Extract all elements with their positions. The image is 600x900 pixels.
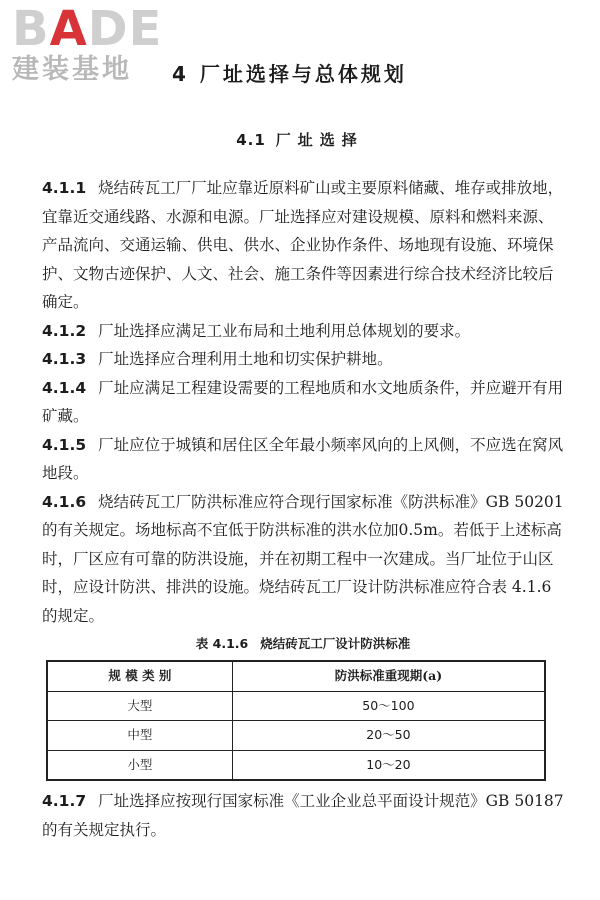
table-caption <box>42 632 564 656</box>
clause-4-1-7 <box>42 787 564 844</box>
table-cell: 50～100 <box>232 691 545 721</box>
table-header-cell: 规 模 类 别 <box>47 661 232 691</box>
table-header-cell: 防洪标准重现期(a) <box>232 661 545 691</box>
section-title: 厂址选择 <box>275 131 364 149</box>
clause-text: 厂址选择应满足工业布局和土地利用总体规划的要求。 <box>98 321 471 340</box>
clause-number: 4.1.3 <box>42 350 87 368</box>
table-number: 表 4.1.6 <box>195 636 249 651</box>
chapter-heading <box>172 60 407 88</box>
clause-4-1-5 <box>42 431 564 488</box>
table-cell: 10～20 <box>232 750 545 780</box>
brand-logo <box>12 1 187 94</box>
table-cell: 小型 <box>47 750 232 780</box>
clause-text: 烧结砖瓦工厂厂址应靠近原料矿山或主要原料储藏、堆存或排放地，宜靠近交通线路、水源和电源。厂址选择应对建设规模、原料和燃料来源、产品流向、交通运输、供电、供水、企业协作条件、场地现有设施、环境保护、文物古迹保护、人文、社会、施工条件等因素进行综合技术经济比较后确定。 <box>42 179 564 311</box>
logo-latin-text: BADE <box>12 1 163 57</box>
chapter-title: 厂址选择与总体规划 <box>199 62 407 86</box>
section-number: 4.1 <box>236 131 266 149</box>
table-row <box>47 721 545 751</box>
clause-number: 4.1.4 <box>42 378 87 397</box>
clause-number: 4.1.7 <box>42 792 87 810</box>
logo-chinese-text: 建装基地 <box>12 54 132 85</box>
table-cell: 大型 <box>47 691 232 721</box>
document-body <box>42 174 564 844</box>
clause-4-1-2 <box>42 317 564 346</box>
clause-4-1-3 <box>42 345 564 374</box>
table-row <box>47 750 545 780</box>
clause-text: 烧结砖瓦工厂防洪标准应符合现行国家标准《防洪标准》GB 50201 的有关规定。场地标高不宜低于防洪标准的洪水位加0.5m。若低于上述标高时，厂区应有可靠的防洪设施，并在初期工程中一次建成。当厂址位于山区时，应设计防洪、排洪的设施。烧结砖瓦工厂设计防洪标准应符合表 4.1.6 的规定。 <box>42 492 564 625</box>
clause-number: 4.1.1 <box>42 179 87 197</box>
clause-text: 厂址选择应合理利用土地和切实保护耕地。 <box>98 350 393 368</box>
flood-standard-table <box>46 660 546 781</box>
section-heading <box>0 128 600 152</box>
chapter-number: 4 <box>172 62 186 86</box>
table-cell: 中型 <box>47 721 232 751</box>
clause-4-1-6 <box>42 488 564 631</box>
table-cell: 20～50 <box>232 721 545 751</box>
clause-text: 厂址应位于城镇和居住区全年最小频率风向的上风侧，不应选在窝风地段。 <box>42 435 564 482</box>
clause-4-1-1 <box>42 174 564 317</box>
table-title: 烧结砖瓦工厂设计防洪标准 <box>260 636 411 651</box>
clause-text: 厂址选择应按现行国家标准《工业企业总平面设计规范》GB 50187 的有关规定执行。 <box>42 792 564 839</box>
clause-number: 4.1.5 <box>42 435 87 454</box>
clause-number: 4.1.2 <box>42 321 87 340</box>
table-header-row <box>47 661 545 691</box>
table-row <box>47 691 545 721</box>
clause-number: 4.1.6 <box>42 492 87 511</box>
clause-4-1-4 <box>42 374 564 431</box>
clause-text: 厂址应满足工程建设需要的工程地质和水文地质条件，并应避开有用矿藏。 <box>42 378 564 425</box>
